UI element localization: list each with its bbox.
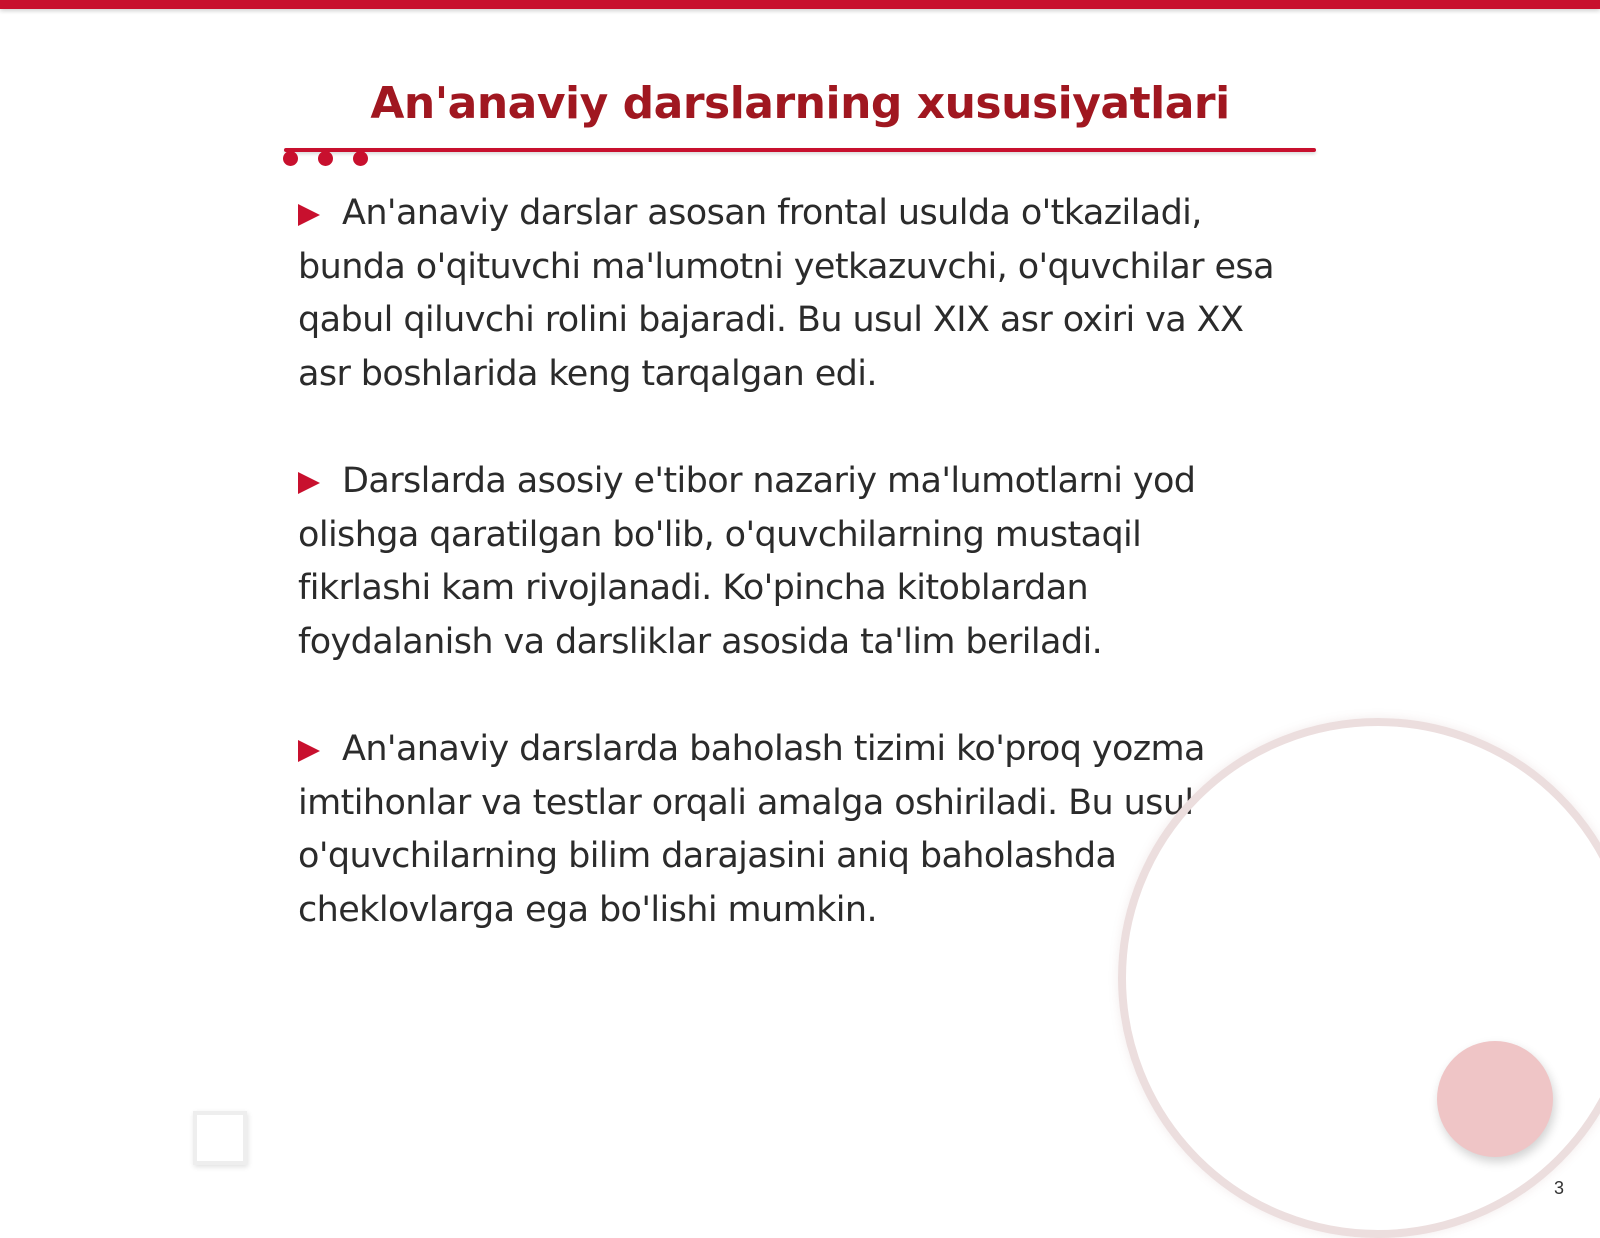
bullet-item (298, 455, 1278, 669)
decorative-dot (283, 151, 298, 166)
title-underline (284, 148, 1316, 152)
bullet-text: An'anaviy darslar asosan frontal usulda o'tkaziladi, bunda o'qituvchi ma'lumotni yetkazuvchi, o'quvchilar esa qabul qiluvchi rolini bajaradi. Bu usul XIX asr oxiri va XX asr boshlarida keng tarqalgan edi. (298, 193, 1274, 394)
decorative-circle (1437, 1041, 1553, 1157)
page-number: 3 (1554, 1178, 1565, 1198)
bullet-text: An'anaviy darslarda baholash tizimi ko'proq yozma imtihonlar va testlar orqali amalga oshiriladi. Bu usul o'quvchilarning bilim darajasini aniq baholashda cheklovlarga ega bo'lishi mumkin. (298, 729, 1205, 930)
bullet-arrow-icon (298, 740, 320, 762)
bullet-arrow-icon (298, 472, 320, 494)
bullet-arrow-icon (298, 204, 320, 226)
decorative-square (193, 1111, 247, 1165)
bullet-list (298, 187, 1278, 991)
slide-title: An'anaviy darslarning xususiyatlari (370, 78, 1230, 129)
bullet-text: Darslarda asosiy e'tibor nazariy ma'lumotlarni yod olishga qaratilgan bo'lib, o'quvchilarning mustaqil fikrlashi kam rivojlanadi. Ko'pincha kitoblardan foydalanish va darsliklar asosida ta'lim beriladi. (298, 461, 1196, 662)
decorative-dot (353, 151, 368, 166)
bullet-item (298, 187, 1278, 401)
decorative-dot (318, 151, 333, 166)
top-accent-bar (0, 0, 1600, 9)
